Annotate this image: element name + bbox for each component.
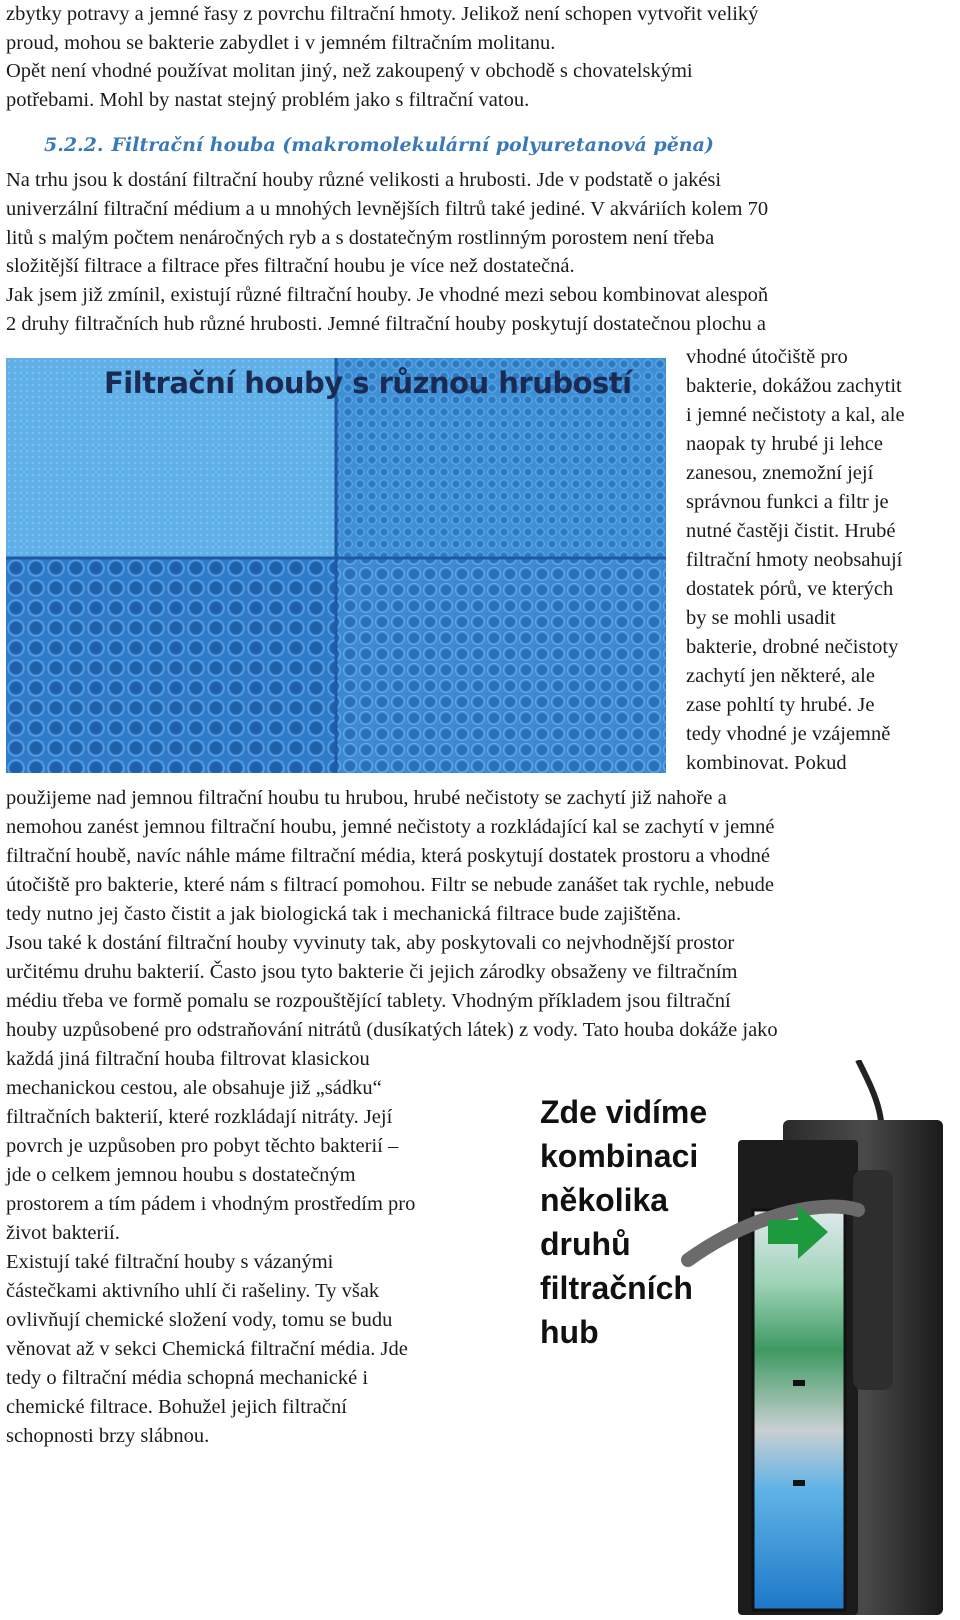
text-line: potřebami. Mohl by nastat stejný problém jako s filtrační vatou. — [6, 89, 530, 111]
text-line: správnou funkci a filtr je — [686, 491, 889, 513]
text-line: Jsou také k dostání filtrační houby vyvinuty tak, aby poskytovali co nejvhodnější prostor — [6, 932, 735, 954]
text-line: kombinovat. Pokud — [686, 752, 847, 774]
text-line: by se mohli usadit — [686, 607, 836, 629]
text-line: Na trhu jsou k dostání filtrační houby různé velikosti a hrubosti. Jde v podstatě o jakési — [6, 169, 722, 191]
text-line: tedy vhodné je vzájemně — [686, 723, 891, 745]
caption-line: několika — [540, 1182, 669, 1218]
section-title: Filtrační houba (makromolekulární polyuretanová pěna) — [111, 134, 714, 156]
caption-line: kombinaci — [540, 1138, 699, 1174]
text-line: zase pohltí ty hrubé. Je — [686, 694, 875, 716]
text-line: schopnosti brzy slábnou. — [6, 1425, 210, 1447]
text-line: určitému druhu bakterií. Často jsou tyto bakterie či jejich zárodky obsaženy ve filtračním — [6, 961, 738, 983]
text-line: zbytky potravy a jemné řasy z povrchu filtrační hmoty. Jelikož není schopen vytvořit veliký — [6, 3, 759, 25]
text-line: houby uzpůsobené pro odstraňování nitrátů (dusíkatých látek) z vody. Tato houba dokáže jako — [6, 1019, 778, 1041]
text-line: 2 druhy filtračních hub různé hrubosti. Jemné filtrační houby poskytují dostatečnou plochu a — [6, 313, 767, 335]
text-line: Existují také filtrační houby s vázanými — [6, 1251, 334, 1273]
text-line: zanesou, znemožní její — [686, 462, 874, 484]
text-line: bakterie, drobné nečistoty — [686, 636, 899, 658]
caption-line: hub — [540, 1314, 599, 1350]
text-line: nemohou zanést jemnou filtrační houbu, jemné nečistoty a rozkládající kal se zachytí v jemné — [6, 816, 775, 838]
text-line: povrch je uzpůsoben pro pobyt těchto bakterií – — [6, 1135, 399, 1157]
sponge-image — [6, 358, 666, 773]
text-line: tedy nutno jej často čistit a jak biologická tak i mechanická filtrace bude zajištěna. — [6, 903, 682, 925]
filter-caption — [540, 1090, 707, 1354]
text-line: dostatek pórů, ve kterých — [686, 578, 894, 600]
caption-line: filtračních — [540, 1270, 693, 1306]
text-line: chemické filtrace. Bohužel jejich filtrační — [6, 1396, 347, 1418]
caption-line: Zde vidíme — [540, 1094, 708, 1130]
text-line: filtrační hmoty neobsahují — [686, 549, 903, 571]
text-line: nutné častěji čistit. Hrubé — [686, 520, 896, 542]
text-line: bakterie, dokážou zachytit — [686, 375, 902, 397]
text-line: prostorem a tím pádem i vhodným prostředím pro — [6, 1193, 416, 1215]
filter-media — [753, 1210, 845, 1610]
text-line: proud, mohou se bakterie zabydlet i v jemném filtračním molitanu. — [6, 32, 556, 54]
sponge-image-title: Filtrační houby s různou hrubostí — [104, 366, 632, 400]
text-line: každá jiná filtrační houba filtrovat klasickou — [6, 1048, 370, 1070]
caption-line: druhů — [540, 1226, 631, 1262]
text-line: filtračních bakterií, které rozkládají nitráty. Její — [6, 1106, 393, 1128]
section-heading — [6, 131, 714, 160]
left-column-text — [6, 1045, 526, 1451]
right-column-text — [686, 343, 956, 778]
text-line: ovlivňují chemické složení vody, tomu se budu — [6, 1309, 393, 1331]
text-line: tedy o filtrační média schopná mechanické i — [6, 1367, 369, 1389]
text-line: univerzální filtrační médium a u mnohých levnějších filtrů také jediné. V akváriích kolem 70 — [6, 198, 769, 220]
text-line: naopak ty hrubé ji lehce — [686, 433, 883, 455]
text-line: složitější filtrace a filtrace přes filtrační houbu je více než dostatečná. — [6, 255, 575, 277]
text-line: zachytí jen některé, ale — [686, 665, 875, 687]
text-line: vhodné útočiště pro — [686, 346, 848, 368]
text-line: věnovat až v sekci Chemická filtrační média. Jde — [6, 1338, 408, 1360]
text-line: částečkami aktivního uhlí či rašeliny. Ty však — [6, 1280, 380, 1302]
section-number: 5.2.2. — [44, 134, 104, 156]
text-line: použijeme nad jemnou filtrační houbu tu hrubou, hrubé nečistoty se zachytí již nahoře a — [6, 787, 727, 809]
sponge-texture — [6, 358, 666, 773]
text-line: médiu třeba ve formě pomalu se rozpouštějící tablety. Vhodným příkladem jsou filtrační — [6, 990, 731, 1012]
text-line: i jemné nečistoty a kal, ale — [686, 404, 905, 426]
text-line: útočiště pro bakterie, které nám s filtrací pomohou. Filtr se nebude zanášet tak rychle, nebude — [6, 874, 774, 896]
text-line: Opět není vhodné používat molitan jiný, než zakoupený v obchodě s chovatelskými — [6, 60, 693, 82]
text-line: Jak jsem již zmínil, existují různé filtrační houby. Je vhodné mezi sebou kombinovat alespoň — [6, 284, 769, 306]
text-line: život bakterií. — [6, 1222, 120, 1244]
text-line: litů s malým počtem nenáročných ryb a s dostatečným rostlinným porostem není třeba — [6, 227, 715, 249]
text-line: filtrační houbě, navíc náhle máme filtrační média, která poskytují dostatek prostoru a vhodné — [6, 845, 770, 867]
text-line: mechanickou cestou, ale obsahuje již „sádku“ — [6, 1077, 382, 1099]
text-line: jde o celkem jemnou houbu s dostatečným — [6, 1164, 356, 1186]
